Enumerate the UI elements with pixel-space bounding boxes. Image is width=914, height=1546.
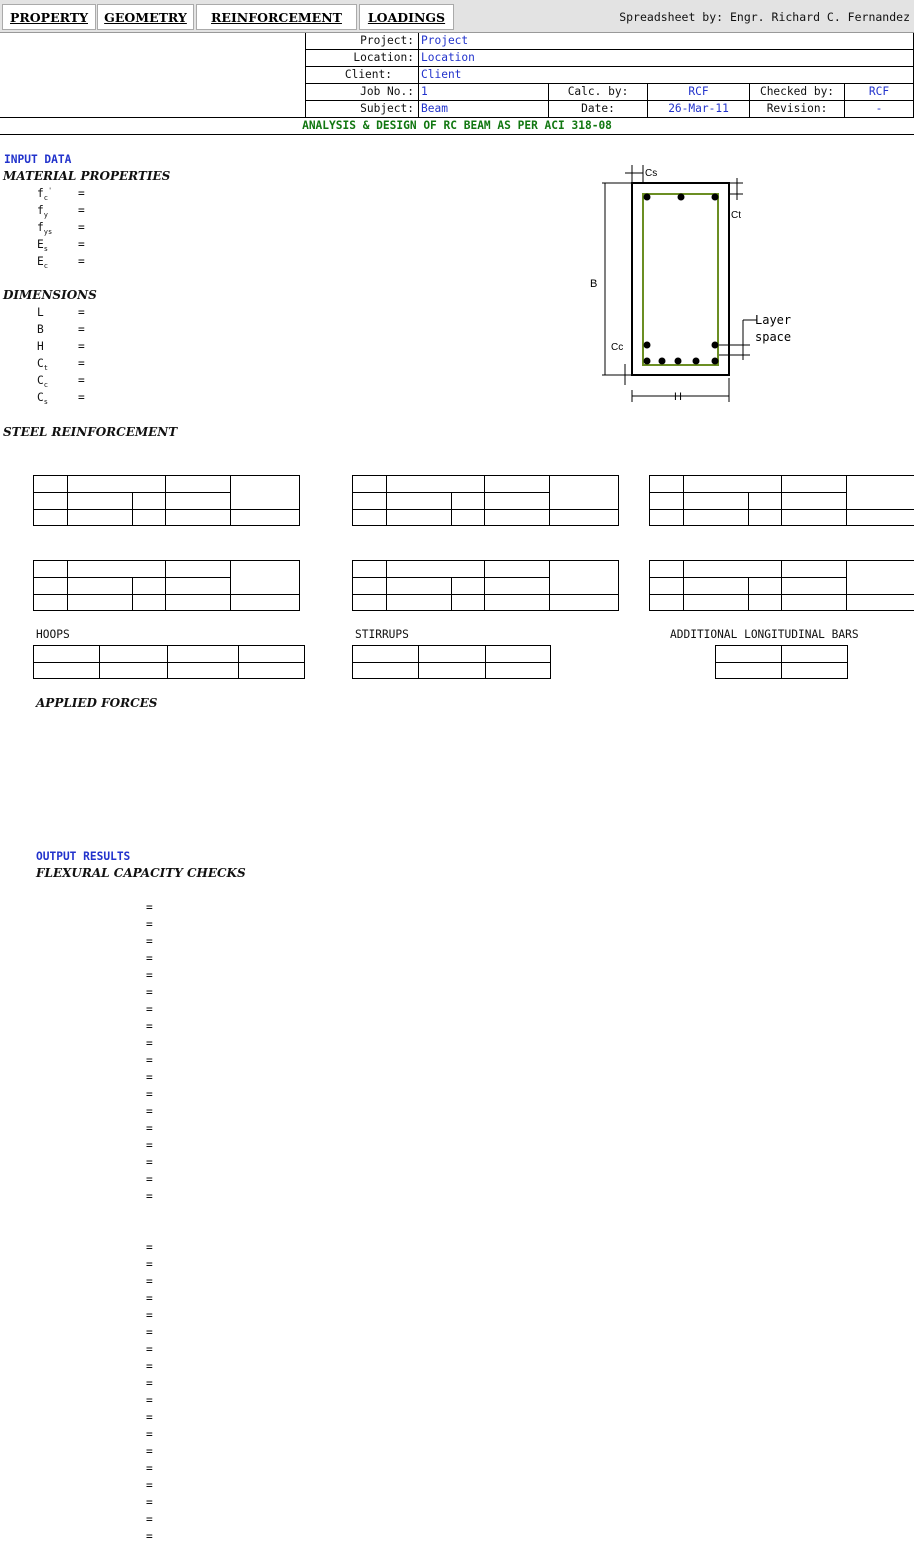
table-divider — [649, 492, 846, 493]
table-divider — [781, 560, 782, 611]
dimension-symbol: H — [37, 340, 44, 353]
equals-sign: = — [146, 1360, 153, 1373]
equals-sign: = — [146, 935, 153, 948]
equals-sign: = — [146, 1054, 153, 1067]
nav-bar — [0, 0, 914, 33]
table-divider — [230, 475, 231, 526]
equals-sign: = — [146, 1020, 153, 1033]
table-divider — [715, 662, 847, 663]
location-label: Location: — [353, 51, 414, 64]
material-symbol: $f_c'$ — [37, 186, 53, 203]
equals-sign: = — [146, 1513, 153, 1526]
equals-sign: = — [78, 204, 85, 217]
dimension-symbol: L — [37, 306, 44, 319]
table-divider — [33, 577, 230, 578]
additional-bars-title: ADDITIONAL LONGITUDINAL BARS — [670, 628, 859, 641]
date-value[interactable]: 26-Mar-11 — [668, 102, 729, 115]
table-divider — [846, 475, 847, 526]
table-divider — [781, 475, 782, 526]
equals-sign: = — [146, 1292, 153, 1305]
table-divider — [165, 475, 166, 526]
equals-sign: = — [78, 306, 85, 319]
table-divider — [33, 594, 299, 595]
diagram-cc-label: Cc — [611, 342, 624, 353]
client-value[interactable]: Client — [421, 68, 462, 81]
table-divider — [352, 662, 550, 663]
equals-sign: = — [146, 1411, 153, 1424]
dimensions-title: DIMENSIONS — [3, 288, 97, 302]
equals-sign: = — [146, 1037, 153, 1050]
credit-text: Spreadsheet by: Engr. Richard C. Fernandez — [619, 10, 910, 24]
equals-sign: = — [146, 986, 153, 999]
equals-sign: = — [146, 1462, 153, 1475]
diagram-space-label: space — [755, 330, 792, 344]
table-divider — [846, 560, 847, 611]
equals-sign: = — [146, 1071, 153, 1084]
table-divider — [683, 560, 684, 611]
rebar-table — [352, 475, 619, 526]
material-symbol: $f_y$ — [37, 204, 48, 220]
rebar-table — [352, 560, 619, 611]
stirrups-title: STIRRUPS — [355, 628, 409, 641]
table-divider — [549, 475, 550, 526]
tab-loadings[interactable]: LOADINGS — [359, 4, 454, 30]
applied-forces-title: APPLIED FORCES — [36, 696, 158, 710]
diagram-cs-label: Cs — [645, 168, 658, 179]
table-divider — [386, 475, 387, 526]
equals-sign: = — [146, 1156, 153, 1169]
subject-label: Subject: — [360, 102, 414, 115]
table-divider — [549, 560, 550, 611]
dimension-symbol: $C_t$ — [37, 357, 48, 373]
rebar-table — [33, 560, 300, 611]
equals-sign: = — [78, 357, 85, 370]
equals-sign: = — [146, 1496, 153, 1509]
dimension-symbol: $C_s$ — [37, 391, 48, 407]
table-divider — [67, 475, 68, 526]
equals-sign: = — [146, 1105, 153, 1118]
tab-reinforcement[interactable]: REINFORCEMENT — [196, 4, 357, 30]
equals-sign: = — [146, 1479, 153, 1492]
rebar-table — [33, 475, 300, 526]
equals-sign: = — [78, 374, 85, 387]
equals-sign: = — [146, 1190, 153, 1203]
equals-sign: = — [146, 1309, 153, 1322]
equals-sign: = — [146, 1173, 153, 1186]
material-symbol: $E_c$ — [37, 255, 48, 271]
equals-sign: = — [146, 1343, 153, 1356]
checked-label: Checked by: — [759, 85, 835, 98]
table-divider — [386, 560, 387, 611]
table-divider — [352, 509, 618, 510]
job-label: Job No.: — [360, 85, 414, 98]
subject-value[interactable]: Beam — [421, 102, 448, 115]
equals-sign: = — [146, 1241, 153, 1254]
equals-sign: = — [146, 901, 153, 914]
sheet-title: ANALYSIS & DESIGN OF RC BEAM AS PER ACI 318-08 — [302, 119, 612, 132]
table-divider — [33, 662, 304, 663]
table-divider — [165, 560, 166, 611]
equals-sign: = — [146, 1428, 153, 1441]
equals-sign: = — [146, 1530, 153, 1543]
dimension-symbol: B — [37, 323, 44, 336]
diagram-layer-label: Layer — [755, 313, 792, 327]
equals-sign: = — [146, 1003, 153, 1016]
equals-sign: = — [146, 1088, 153, 1101]
date-label: Date: — [581, 102, 615, 115]
equals-sign: = — [146, 1275, 153, 1288]
checked-value[interactable]: RCF — [868, 85, 890, 98]
project-value[interactable]: Project — [421, 34, 469, 47]
calc-label: Calc. by: — [567, 85, 629, 98]
hoops-title: HOOPS — [36, 628, 70, 641]
equals-sign: = — [146, 1445, 153, 1458]
material-symbol: $f_{ys}$ — [37, 221, 53, 237]
beam-section-diagram — [585, 160, 815, 410]
equals-sign: = — [78, 255, 85, 268]
table-divider — [33, 492, 230, 493]
equals-sign: = — [78, 340, 85, 353]
equals-sign: = — [146, 1326, 153, 1339]
steel-title: STEEL REINFORCEMENT — [3, 425, 178, 439]
table-divider — [484, 560, 485, 611]
project-label: Project: — [360, 34, 414, 47]
dimension-symbol: $C_c$ — [37, 374, 48, 390]
equals-sign: = — [146, 1139, 153, 1152]
output-results-title: OUTPUT RESULTS — [36, 850, 131, 863]
equals-sign: = — [146, 969, 153, 982]
location-value[interactable]: Location — [421, 51, 475, 64]
table-divider — [352, 594, 618, 595]
input-data-title: INPUT DATA — [4, 153, 72, 166]
diagram-h-label: H — [674, 391, 682, 403]
table-divider — [67, 560, 68, 611]
equals-sign: = — [146, 1394, 153, 1407]
table-divider — [484, 475, 485, 526]
material-title: MATERIAL PROPERTIES — [3, 169, 171, 183]
table-divider — [683, 475, 684, 526]
diagram-ct-label: Ct — [731, 210, 741, 221]
table-divider — [352, 577, 549, 578]
material-symbol: $E_s$ — [37, 238, 48, 254]
equals-sign: = — [146, 952, 153, 965]
table-divider — [649, 509, 914, 510]
diagram-b-label: B — [590, 278, 598, 290]
equals-sign: = — [146, 918, 153, 931]
table-divider — [352, 492, 549, 493]
flexural-title: FLEXURAL CAPACITY CHECKS — [36, 866, 246, 880]
equals-sign: = — [146, 1258, 153, 1271]
equals-sign: = — [78, 238, 85, 251]
equals-sign: = — [78, 391, 85, 404]
revision-label: Revision: — [766, 102, 828, 115]
equals-sign: = — [78, 221, 85, 234]
table-divider — [33, 509, 299, 510]
job-value[interactable]: 1 — [421, 85, 428, 98]
equals-sign: = — [146, 1377, 153, 1390]
revision-value[interactable]: - — [875, 102, 883, 115]
client-label: Client: — [344, 68, 392, 81]
tab-property[interactable]: PROPERTY — [2, 4, 96, 30]
tab-geometry[interactable]: GEOMETRY — [97, 4, 194, 30]
table-divider — [230, 560, 231, 611]
equals-sign: = — [146, 1122, 153, 1135]
calc-value[interactable]: RCF — [688, 85, 709, 98]
table-divider — [649, 577, 846, 578]
equals-sign: = — [78, 187, 85, 200]
table-divider — [649, 594, 914, 595]
equals-sign: = — [78, 323, 85, 336]
